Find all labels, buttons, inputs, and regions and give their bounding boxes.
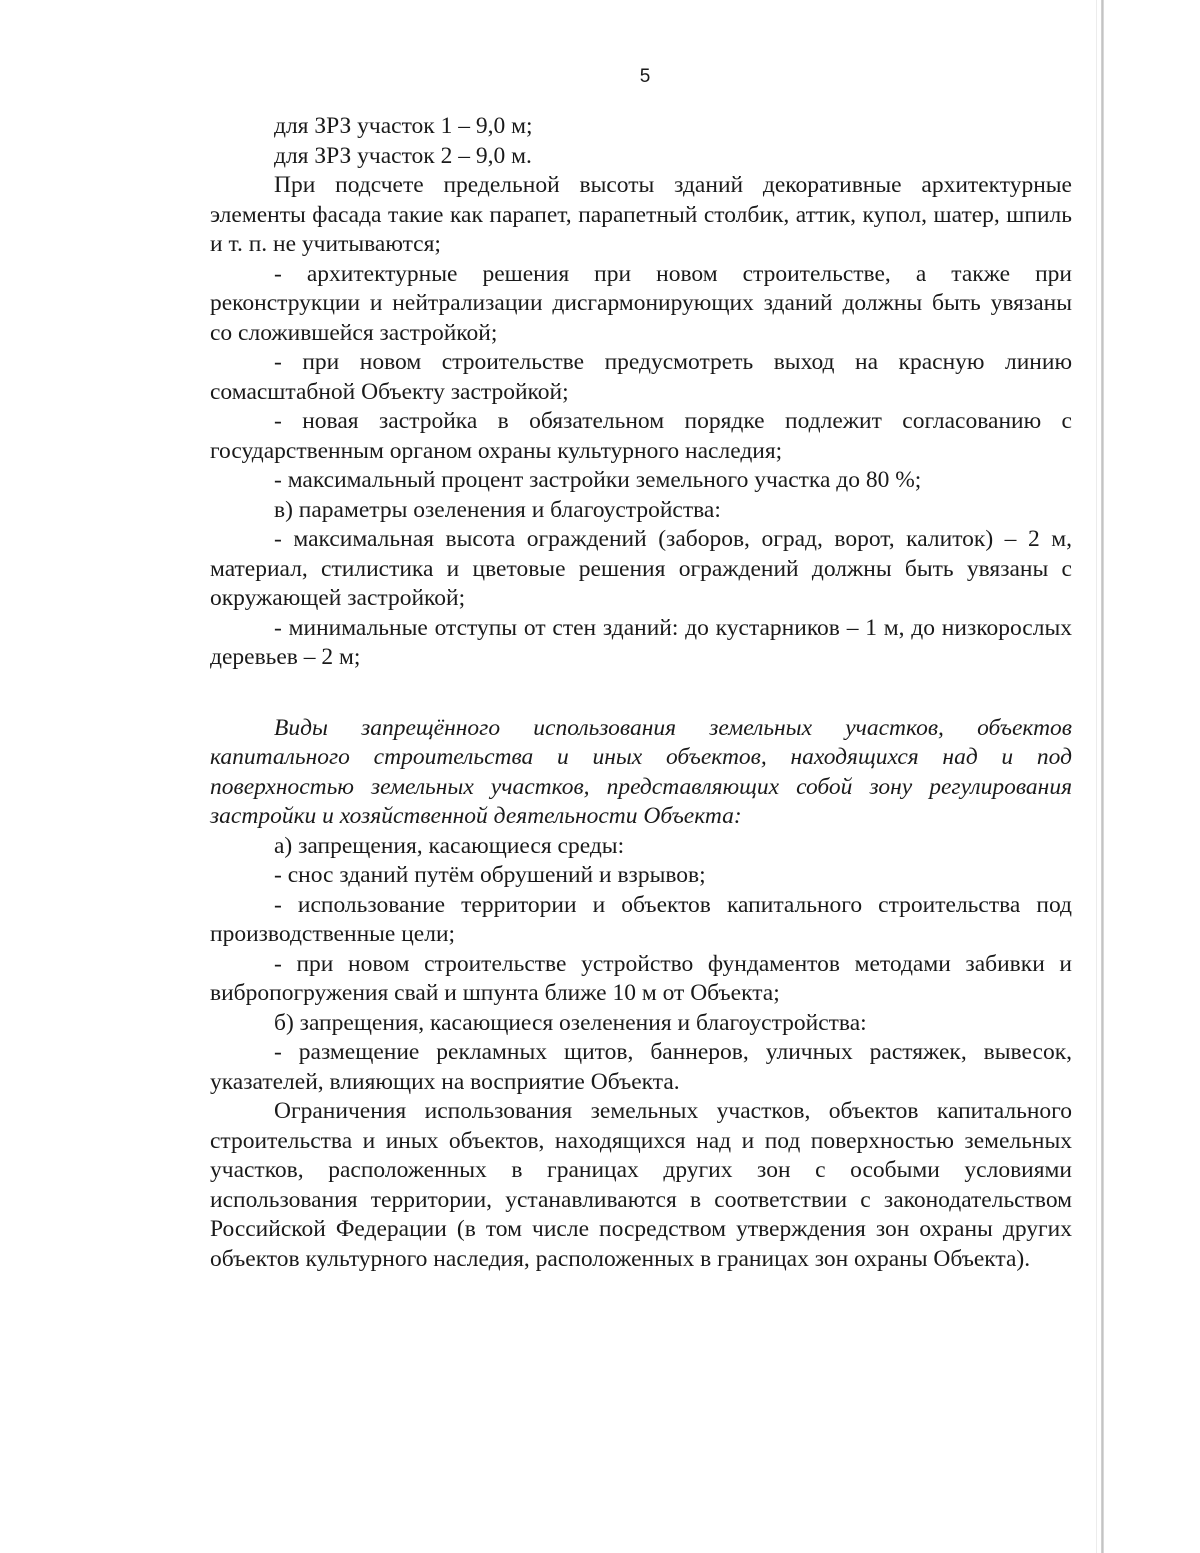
scan-edge bbox=[1101, 0, 1104, 1553]
foundation-item: - при новом строительстве устройство фундаментов методами забивки и вибропогружения свай и шпунта ближе 10 м от Объекта; bbox=[210, 950, 1072, 1006]
restrictions-paragraph: Ограничения использования земельных участков, объектов капитального строительства и иных объектов, находящихся над и под поверхностью земельных участков, расположенных в границах других зон с особыми условиями использования территории, устанавливаются в соответствии с законодательством Российской Федерации (в том числе посредством утверждения зон охраны других объектов культурного наследия, расположенных в границах зон охраны Объекта). bbox=[210, 1098, 1072, 1272]
demolition-item: - снос зданий путём обрушений и взрывов; bbox=[274, 862, 706, 888]
architectural-solutions-item: - архитектурные решения при новом строительстве, а также при реконструкции и нейтрализации дисгармонирующих зданий должны быть увязаны со сложившейся застройкой; bbox=[210, 260, 1072, 346]
red-line-item: - при новом строительстве предусмотреть выход на красную линию сомасштабной Объекту застройкой; bbox=[210, 349, 1072, 405]
advertising-item: - размещение рекламных щитов, баннеров, уличных растяжек, вывесок, указателей, влияющих на восприятие Объекта. bbox=[210, 1039, 1072, 1095]
scan-edge-secondary bbox=[1096, 0, 1097, 1553]
zone-height-line-2: для ЗРЗ участок 2 – 9,0 м. bbox=[274, 142, 532, 169]
landscaping-heading: в) параметры озеленения и благоустройства: bbox=[274, 496, 721, 523]
fence-height-item: - максимальная высота ограждений (заборов, оград, ворот, калиток) – 2 м, материал, стилистика и цветовые решения ограждений должны быть увязаны с окружающей застройкой; bbox=[210, 526, 1072, 611]
zone-height-line-1: для ЗРЗ участок 1 – 9,0 м; bbox=[274, 113, 533, 139]
max-coverage-item: - максимальный процент застройки земельного участка до 80 %; bbox=[274, 467, 922, 493]
approval-item: - новая застройка в обязательном порядке подлежит согласованию с государственным органом охраны культурного наследия; bbox=[210, 408, 1072, 464]
document-body bbox=[210, 112, 1072, 1274]
prohibited-use-heading: Виды запрещённого использования земельных участков, объектов капитального строительства и иных объектов, находящихся над и под поверхностью земельных участков, представляющих собой зону регулирования застройки и хозяйственной деятельности Объекта: bbox=[210, 714, 1072, 829]
environment-prohibitions-heading: а) запрещения, касающиеся среды: bbox=[274, 832, 625, 859]
height-calculation-paragraph: При подсчете предельной высоты зданий декоративные архитектурные элементы фасада такие как парапет, парапетный столбик, аттик, купол, шатер, шпиль и т. п. не учитываются; bbox=[210, 172, 1072, 257]
page-number: 5 bbox=[639, 66, 651, 87]
setback-item: - минимальные отступы от стен зданий: до кустарников – 1 м, до низкорослых деревьев – 2 м; bbox=[210, 614, 1072, 670]
industrial-use-item: - использование территории и объектов капитального строительства под производственные цели; bbox=[210, 891, 1072, 947]
landscaping-prohibitions-heading: б) запрещения, касающиеся озеленения и благоустройства: bbox=[274, 1009, 867, 1036]
